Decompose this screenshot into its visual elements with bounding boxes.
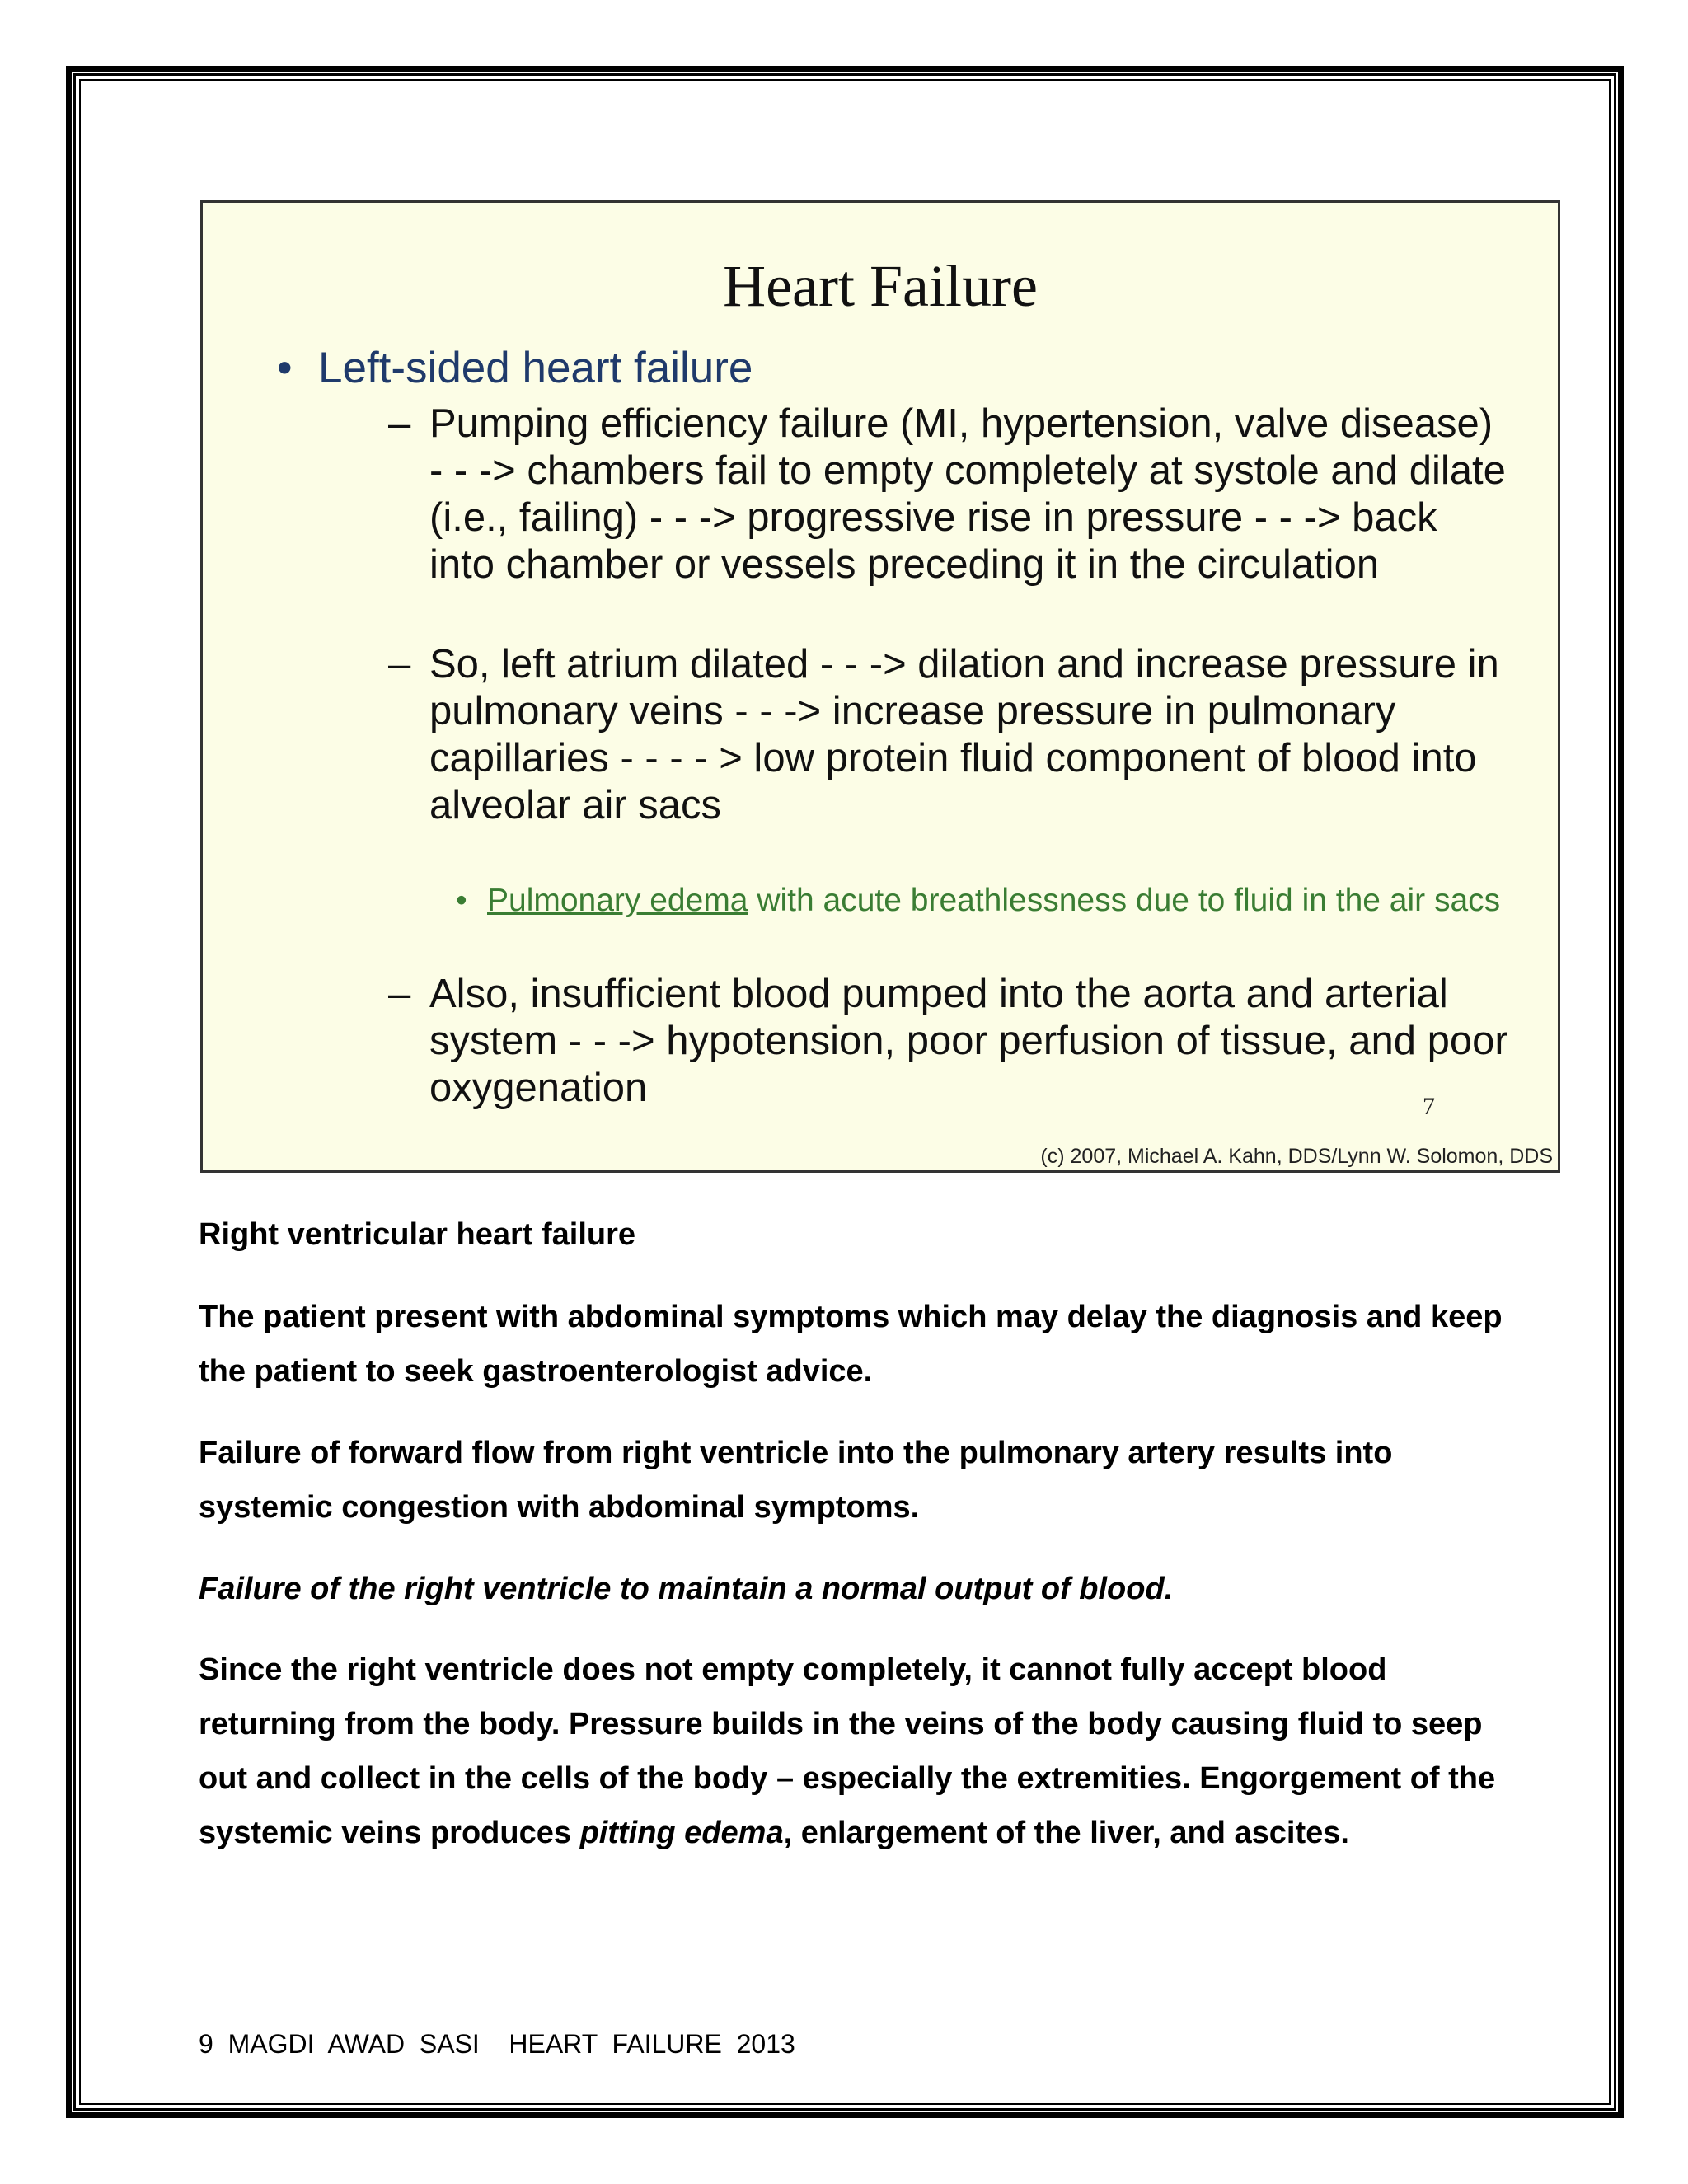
- paragraph-3: Failure of the right ventricle to maintain a normal output of blood.: [199, 1572, 1174, 1606]
- slide-number: 7: [1423, 1093, 1435, 1120]
- slide-point-2-text: So, left atrium dilated - - -> dilation and increase pressure in pulmonary veins - - -> increase pressure in pulmonary capillaries - - - - > low protein fluid component of blood into alveolar air sacs: [429, 642, 1499, 827]
- slide-point-2: [388, 641, 1509, 829]
- slide-point-3: [388, 971, 1509, 1112]
- dash-icon: –: [388, 972, 411, 1016]
- slide-bullet-text: Left-sided heart failure: [318, 344, 753, 392]
- bullet-dot-icon: •: [456, 883, 467, 918]
- paragraph-4-text-b: , enlargement of the liver, and ascites.: [783, 1816, 1349, 1850]
- slide-subpoint: [456, 881, 1501, 920]
- slide-image: [200, 200, 1560, 1173]
- paragraph-4-italic: pitting edema: [579, 1816, 784, 1850]
- subpoint-text: with acute breathlessness due to fluid in the air sacs: [748, 883, 1501, 918]
- paragraph-4: [199, 1643, 1517, 1860]
- paragraph-2: Failure of forward flow from right ventricle into the pulmonary artery results into systemic congestion with abdominal symptoms.: [199, 1436, 1393, 1525]
- page-footer: 9 MAGDI AWAD SASI HEART FAILURE 2013: [199, 2029, 795, 2059]
- slide-point-1-text: Pumping efficiency failure (MI, hypertension, valve disease) - - -> chambers fail to empty completely at systole and dilate (i.e., failing) - - -> progressive rise in pressure - - -> back into chamber or vessels preceding it in the circulation: [429, 401, 1506, 587]
- slide-title: Heart Failure: [723, 253, 1038, 319]
- paragraph-4-text-a: Since the right ventricle does not empty completely, it cannot fully accept blood returning from the body. Pressure builds in the veins of the body causing fluid to seep out and collect in the cells of the body – especially the extremities. Engorgement of the systemic veins produces: [199, 1652, 1496, 1850]
- paragraph-1: The patient present with abdominal symptoms which may delay the diagnosis and keep the patient to seek gastroenterologist advice.: [199, 1300, 1503, 1389]
- slide-bullet: [277, 343, 753, 393]
- dash-icon: –: [388, 642, 411, 687]
- slide-point-1: [388, 401, 1509, 588]
- subpoint-link-text: Pulmonary edema: [487, 883, 748, 918]
- bullet-dot-icon: •: [277, 344, 293, 392]
- slide-point-3-text: Also, insufficient blood pumped into the aorta and arterial system - - -> hypotension, poor perfusion of tissue, and poor oxygenation: [429, 972, 1508, 1110]
- dash-icon: –: [388, 401, 411, 446]
- slide-credit: (c) 2007, Michael A. Kahn, DDS/Lynn W. Solomon, DDS: [1040, 1145, 1553, 1168]
- section-heading: Right ventricular heart failure: [199, 1217, 636, 1252]
